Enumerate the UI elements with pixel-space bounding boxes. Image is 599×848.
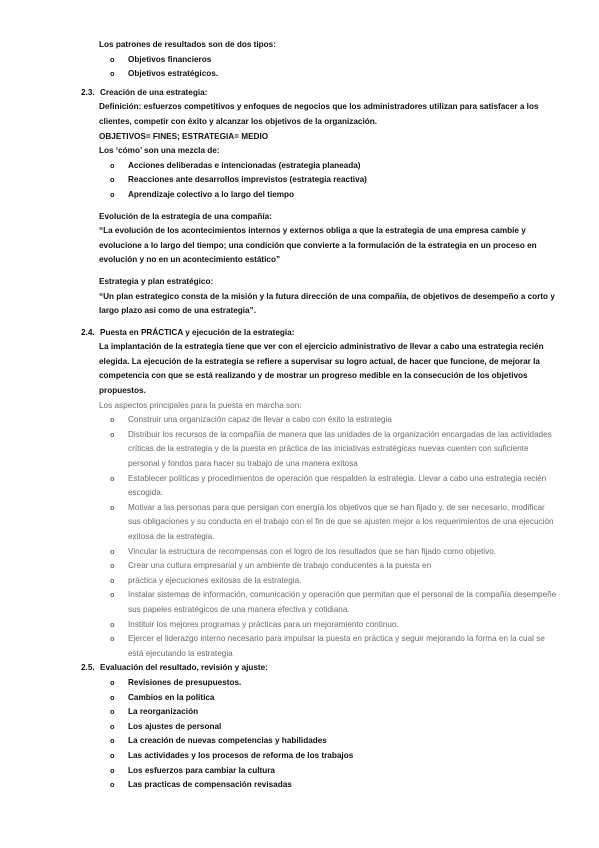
list-item: o Objetivos financieros	[99, 53, 599, 68]
list-item: o Los ajustes de personal	[99, 720, 599, 735]
aspects-lead: Los aspectos principales para la puesta en marcha son:	[99, 400, 302, 410]
list-item: o Reacciones ante desarrollos imprevistos (estrategia reactiva)	[99, 173, 599, 188]
plan-title: Estrategia y plan estratégico:	[99, 276, 214, 286]
document-page	[0, 38, 599, 793]
bullet-icon: o	[110, 175, 115, 185]
como-list	[0, 159, 599, 203]
list-item: o Revisiones de presupuestos.	[99, 676, 599, 691]
bullet-icon: o	[110, 189, 115, 199]
aspects-list	[0, 413, 599, 661]
section-heading-2-3	[0, 86, 599, 101]
list-item: o práctica y ejecuciones exitosas de la estrategia.	[99, 574, 599, 589]
evolucion-quote: “La evolución de los acontecimientos internos y externos obliga a que la estrategia de una empresa cambie y evolucione a lo largo del tiempo; una condición que convierte a la formulación de la estrategia en un proceso en evolución y no en un acontecimiento estático”	[99, 226, 537, 265]
bullet-icon: o	[110, 780, 115, 790]
section-number: 2.4.	[81, 327, 95, 337]
list-item: o Construir una organización capaz de llevar a cabo con éxito la estrategia	[99, 413, 599, 428]
list-item: o Las practicas de compensación revisadas	[99, 778, 599, 793]
bullet-icon: o	[110, 634, 115, 644]
bullet-icon: o	[110, 54, 115, 64]
list-item: o Crear una cultura empresarial y un ambiente de trabajo conducentes a la puesta en	[99, 559, 599, 574]
list-item: o Aprendizaje colectivo a lo largo del tiempo	[99, 188, 599, 203]
list-item: o Ejercer el liderazgo interno necesario para impulsar la puesta en práctica y seguir mejorando la forma en la cual se está ejecutando la estrategia	[110, 634, 545, 658]
list-item: o La creación de nuevas competencias y habilidades	[99, 734, 599, 749]
bullet-icon: o	[110, 546, 115, 556]
bullet-icon: o	[110, 575, 115, 585]
evolucion-title: Evolución de la estrategia de una compañía:	[99, 211, 272, 221]
list-item: o Las actividades y los procesos de reforma de los trabajos	[99, 749, 599, 764]
list-item: o Instituir los mejores programas y prácticas para un mejoramiento continuo.	[99, 618, 599, 633]
section-title: Creación de una estrategia:	[100, 87, 208, 97]
section-heading-2-5	[0, 661, 599, 676]
list-item: o Distribuir los recursos de la compañía de manera que las unidades de la organización encargadas de las actividades críticas de la estrategia y de la puesta en práctica de las iniciativas estratégicas nuevas cuenten con suficiente personal y fondos para hacer su trabajo de una manera exitosa	[110, 429, 552, 469]
bullet-icon: o	[110, 590, 115, 600]
section-title: Puesta en PRÁCTICA y ejecución de la estrategia:	[100, 327, 295, 337]
bullet-icon: o	[110, 750, 115, 760]
list-item: o Instalar sistemas de información, comunicación y operación que permitan que el personal de la compañía desempeñe sus papeles estratégicos de una manera efectiva y cotidiana.	[110, 590, 557, 614]
bullet-icon: o	[110, 561, 115, 571]
intro-list	[0, 53, 599, 82]
bullet-icon: o	[110, 736, 115, 746]
list-item: o Los esfuerzos para cambiar la cultura	[99, 764, 599, 779]
bullet-icon: o	[110, 677, 115, 687]
list-item: o Objetivos estratégicos.	[99, 67, 599, 82]
intro-lead: Los patrones de resultados son de dos tipos:	[99, 40, 276, 49]
formula-line: OBJETIVOS= FINES; ESTRATEGIA= MEDIO	[99, 131, 269, 141]
bullet-icon: o	[110, 707, 115, 717]
bullet-icon: o	[110, 502, 115, 512]
bullet-icon: o	[110, 619, 115, 629]
bullet-icon: o	[110, 473, 115, 483]
bullet-icon: o	[110, 429, 115, 439]
list-item: o Establecer políticas y procedimientos de operación que respalden la estrategia. Llevar a cabo una estrategia recién escogida.	[110, 473, 547, 498]
evaluacion-list	[0, 676, 599, 793]
como-lead: Los ‘cómo’ son una mezcla de:	[99, 146, 220, 156]
plan-quote: “Un plan estrategico consta de la misión y la futura dirección de una compañía, de objetivos de desempeño a corto y largo plazo asi como de una estrategia”.	[99, 291, 555, 316]
bullet-icon: o	[110, 721, 115, 731]
bullet-icon: o	[110, 69, 115, 79]
section-heading-2-4	[0, 326, 599, 341]
section-number: 2.5.	[81, 663, 95, 673]
bullet-icon: o	[110, 765, 115, 775]
list-item: o Motivar a las personas para que persigan con energía los objetivos que se han fijado y, de ser necesario, modificar sus obligaciones y su conducta en el trabajo con el fin de que se ajusten mejor a los requerimientos de una ejecución exitosa de la estrategia.	[110, 502, 554, 541]
bullet-icon: o	[110, 692, 115, 702]
list-item: o La reorganización	[99, 705, 599, 720]
section-number: 2.3.	[81, 87, 95, 97]
list-item: o Vincular la estructura de recompensas con el logro de los resultados que se han fijado como objetivo.	[99, 545, 599, 560]
implantacion-paragraph: La implantación de la estrategia tiene que ver con el ejercicio administrativo de llevar a cabo una estrategia recién elegida. La ejecución de la estrategia se refiere a supervisar su logro actual, de hacer que funcione, de mejorar la competencia con que se está realizando y de mostrar un progreso medible en la consecución de los objetivos propuestos.	[99, 342, 544, 396]
list-item: o Acciones deliberadas e intencionadas (estrategia planeada)	[99, 159, 599, 174]
definition-paragraph: Definición: esfuerzos competitivos y enfoques de negocios que los administradores utilizan para satisfacer a los clientes, competir con éxito y alcanzar los objetivos de la organización.	[99, 102, 539, 126]
list-item: o Cambios en la política	[99, 691, 599, 706]
bullet-icon: o	[110, 160, 115, 170]
bullet-icon: o	[110, 415, 115, 425]
section-title: Evaluación del resultado, revisión y ajuste:	[100, 663, 268, 673]
